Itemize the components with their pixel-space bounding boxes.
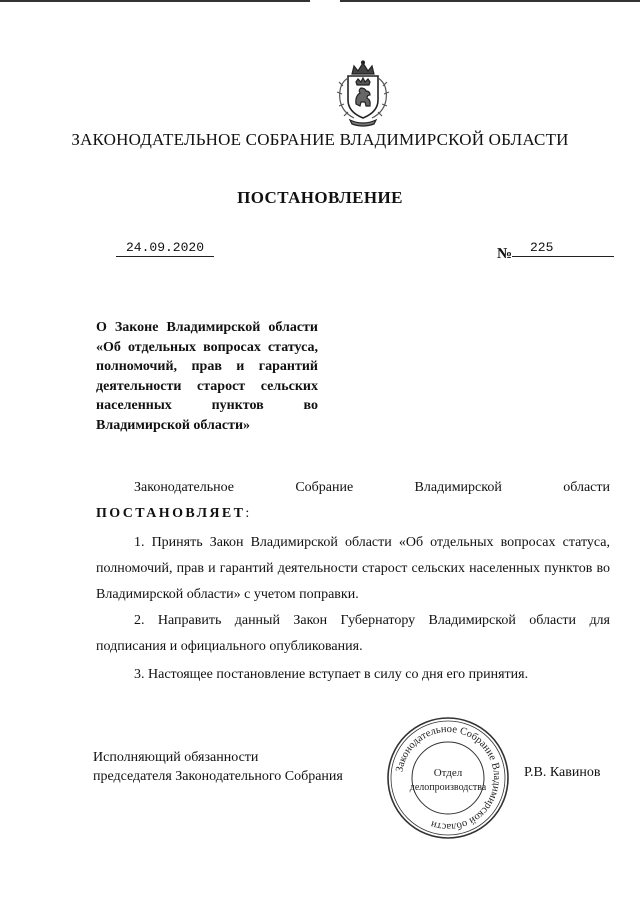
document-type-title: ПОСТАНОВЛЕНИЕ [237, 188, 403, 207]
decree-colon: : [245, 506, 252, 521]
decree-item-3: 3. Настоящее постановление вступает в силу со дня его принятия. [134, 667, 529, 682]
signatory-title-line-1: Исполняющий обязанности [93, 750, 259, 765]
intro-paragraph: Законодательное Собрание Владимирской области [134, 480, 610, 495]
coat-of-arms-icon [336, 60, 390, 128]
decree-item-1: 1. Принять Закон Владимирской области «Об отдельных вопросах статуса, полномочий, прав и гарантий деятельности старост сельских населенных пунктов во Владимирской области» с учетом поправки. [96, 535, 610, 602]
decree-item-2: 2. Направить данный Закон Губернатору Владимирской области для подписания и официального опубликования. [96, 613, 610, 654]
decree-word-text: ПОСТАНОВЛЯЕТ [96, 506, 246, 521]
organization-title: ЗАКОНОДАТЕЛЬНОЕ СОБРАНИЕ ВЛАДИМИРСКОЙ ОБЛАСТИ [71, 130, 569, 149]
stamp-center-line-2: делопроизводства [409, 782, 487, 793]
document-number: 225 [512, 240, 614, 257]
stamp-ring-text-path: Законодательное Собрание Владимирской области [394, 723, 503, 833]
decree-word [96, 506, 610, 522]
document-subject: О Законе Владимирской области «Об отдельных вопросах статуса, полномочий, прав и гарантий деятельности старост сельских населенных пунктов во Владимирской области» [96, 320, 318, 433]
signatory-title-line-2: председателя Законодательного Собрания [93, 769, 343, 784]
number-sign: № [497, 246, 513, 262]
stamp-center-line-1: Отдел [433, 767, 463, 779]
top-border-gap [310, 0, 340, 3]
seal-stamp-icon [384, 714, 512, 842]
document-date: 24.09.2020 [116, 240, 214, 257]
signatory-name: Р.В. Кавинов [524, 765, 601, 780]
signatory-title [93, 748, 383, 786]
